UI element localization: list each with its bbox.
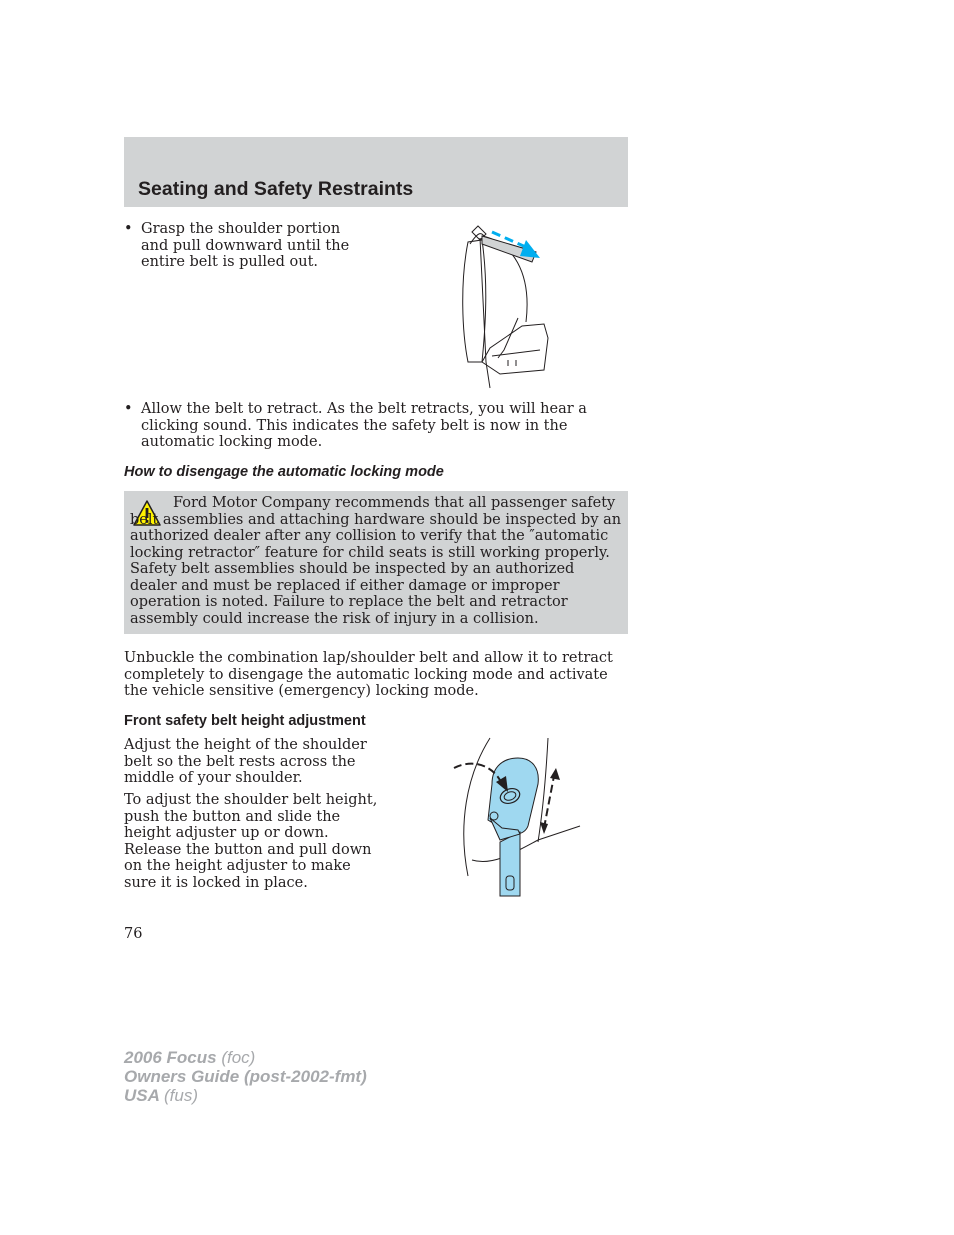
height-paragraph-1: Adjust the height of the shoulder belt so the belt rests across the middle of your shoulder. xyxy=(124,737,367,786)
height-adjustment-heading: Front safety belt height adjustment xyxy=(124,713,366,729)
warning-text-container xyxy=(130,495,622,627)
warning-box xyxy=(124,491,628,634)
footer-line-2: Owners Guide (post-2002-fmt) xyxy=(124,1067,367,1086)
footer-line-3 xyxy=(124,1086,367,1105)
belt-height-adjuster-illustration xyxy=(452,736,582,898)
bullet-symbol: • xyxy=(124,401,133,417)
disengage-heading: How to disengage the automatic locking mode xyxy=(124,464,444,480)
footer-region: USA xyxy=(124,1086,160,1105)
footer-region-code: (fus) xyxy=(164,1086,198,1105)
bullet-pull-belt xyxy=(124,221,364,275)
seat-belt-pull-illustration xyxy=(452,222,554,390)
disengage-body: Unbuckle the combination lap/shoulder belt and allow it to retract completely to disengage the automatic locking mode and activate the vehicle sensitive (emergency) locking mode. xyxy=(124,650,613,699)
height-paragraph-2: To adjust the shoulder belt height, push the button and slide the height adjuster up or down. Release the button and pull down on the height adjuster to make sure it is locked in place. xyxy=(124,792,378,891)
bullet-allow-retract xyxy=(124,401,628,455)
bullet-symbol: • xyxy=(124,221,133,237)
footer-line-1 xyxy=(124,1048,367,1067)
page-number: 76 xyxy=(124,926,143,942)
document-footer xyxy=(124,1048,367,1105)
section-title: Seating and Safety Restraints xyxy=(138,178,414,200)
footer-model-code: (foc) xyxy=(221,1048,256,1067)
footer-model: 2006 Focus xyxy=(124,1048,217,1067)
bullet-text: Allow the belt to retract. As the belt retracts, you will hear a clicking sound. This indicates the safety belt is now in the automatic locking mode. xyxy=(141,401,587,450)
section-header-band xyxy=(124,137,628,207)
bullet-text: Grasp the shoulder portion and pull downward until the entire belt is pulled out. xyxy=(141,221,350,270)
warning-text: Ford Motor Company recommends that all passenger safety belt assemblies and attaching hardware should be inspected by an authorized dealer after any collision to verify that the ″automatic locking retractor″ feature for child seats is still working properly. Safety belt assemblies should be inspected by an authorized dealer and must be replaced if either damage or improper operation is noted. Failure to replace the belt and retractor assembly could increase the risk of injury in a collision. xyxy=(130,495,622,627)
